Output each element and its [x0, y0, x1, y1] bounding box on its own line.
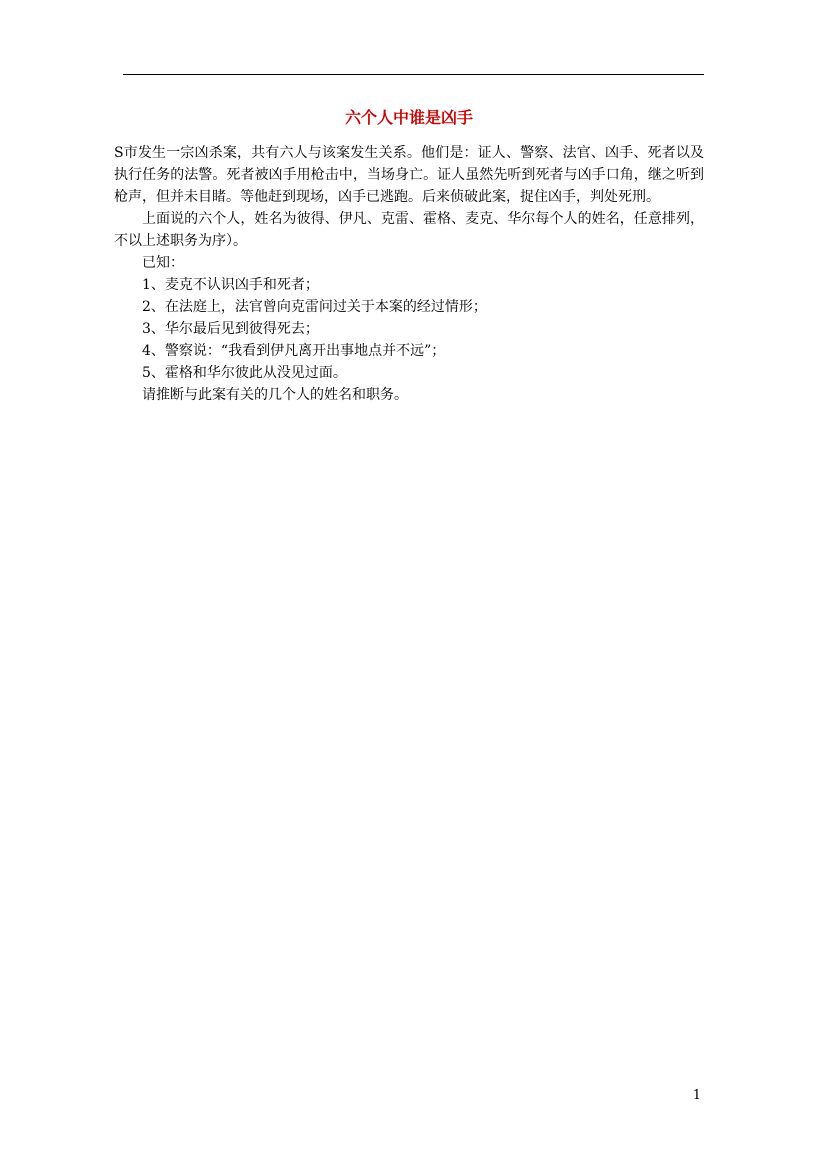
document-body	[114, 106, 704, 406]
document-title: 六个人中谁是凶手	[344, 108, 473, 127]
paragraph-case-description: S市发生一宗凶杀案，共有六人与该案发生关系。他们是：证人、警察、法官、凶手、死者以及执行任务的法警。死者被凶手用枪击中，当场身亡。证人虽然先听到死者与凶手口角，继之听到枪声，但并未目睹。等他赶到现场，凶手已逃跑。后来侦破此案，捉住凶手，判处死刑。	[114, 145, 704, 205]
header-rule	[123, 74, 704, 75]
question-paragraph: 请推断与此案有关的几个人的姓名和职务。	[142, 387, 408, 403]
clue-item-1: 1、麦克不认识凶手和死者；	[142, 277, 319, 293]
clue-item-4: 4、警察说：“我看到伊凡离开出事地点并不远”；	[142, 343, 446, 359]
clue-item-5: 5、霍格和华尔彼此从没见过面。	[142, 365, 347, 381]
clue-item-3: 3、华尔最后见到彼得死去；	[142, 321, 319, 337]
page-number: 1	[692, 1088, 701, 1103]
paragraph-names: 上面说的六个人，姓名为彼得、伊凡、克雷、霍格、麦克、华尔每个人的姓名，任意排列，不以上述职务为序）。	[114, 211, 704, 249]
paragraph-known: 已知：	[142, 255, 184, 271]
clue-item-2: 2、在法庭上，法官曾向克雷问过关于本案的经过情形；	[142, 299, 487, 315]
